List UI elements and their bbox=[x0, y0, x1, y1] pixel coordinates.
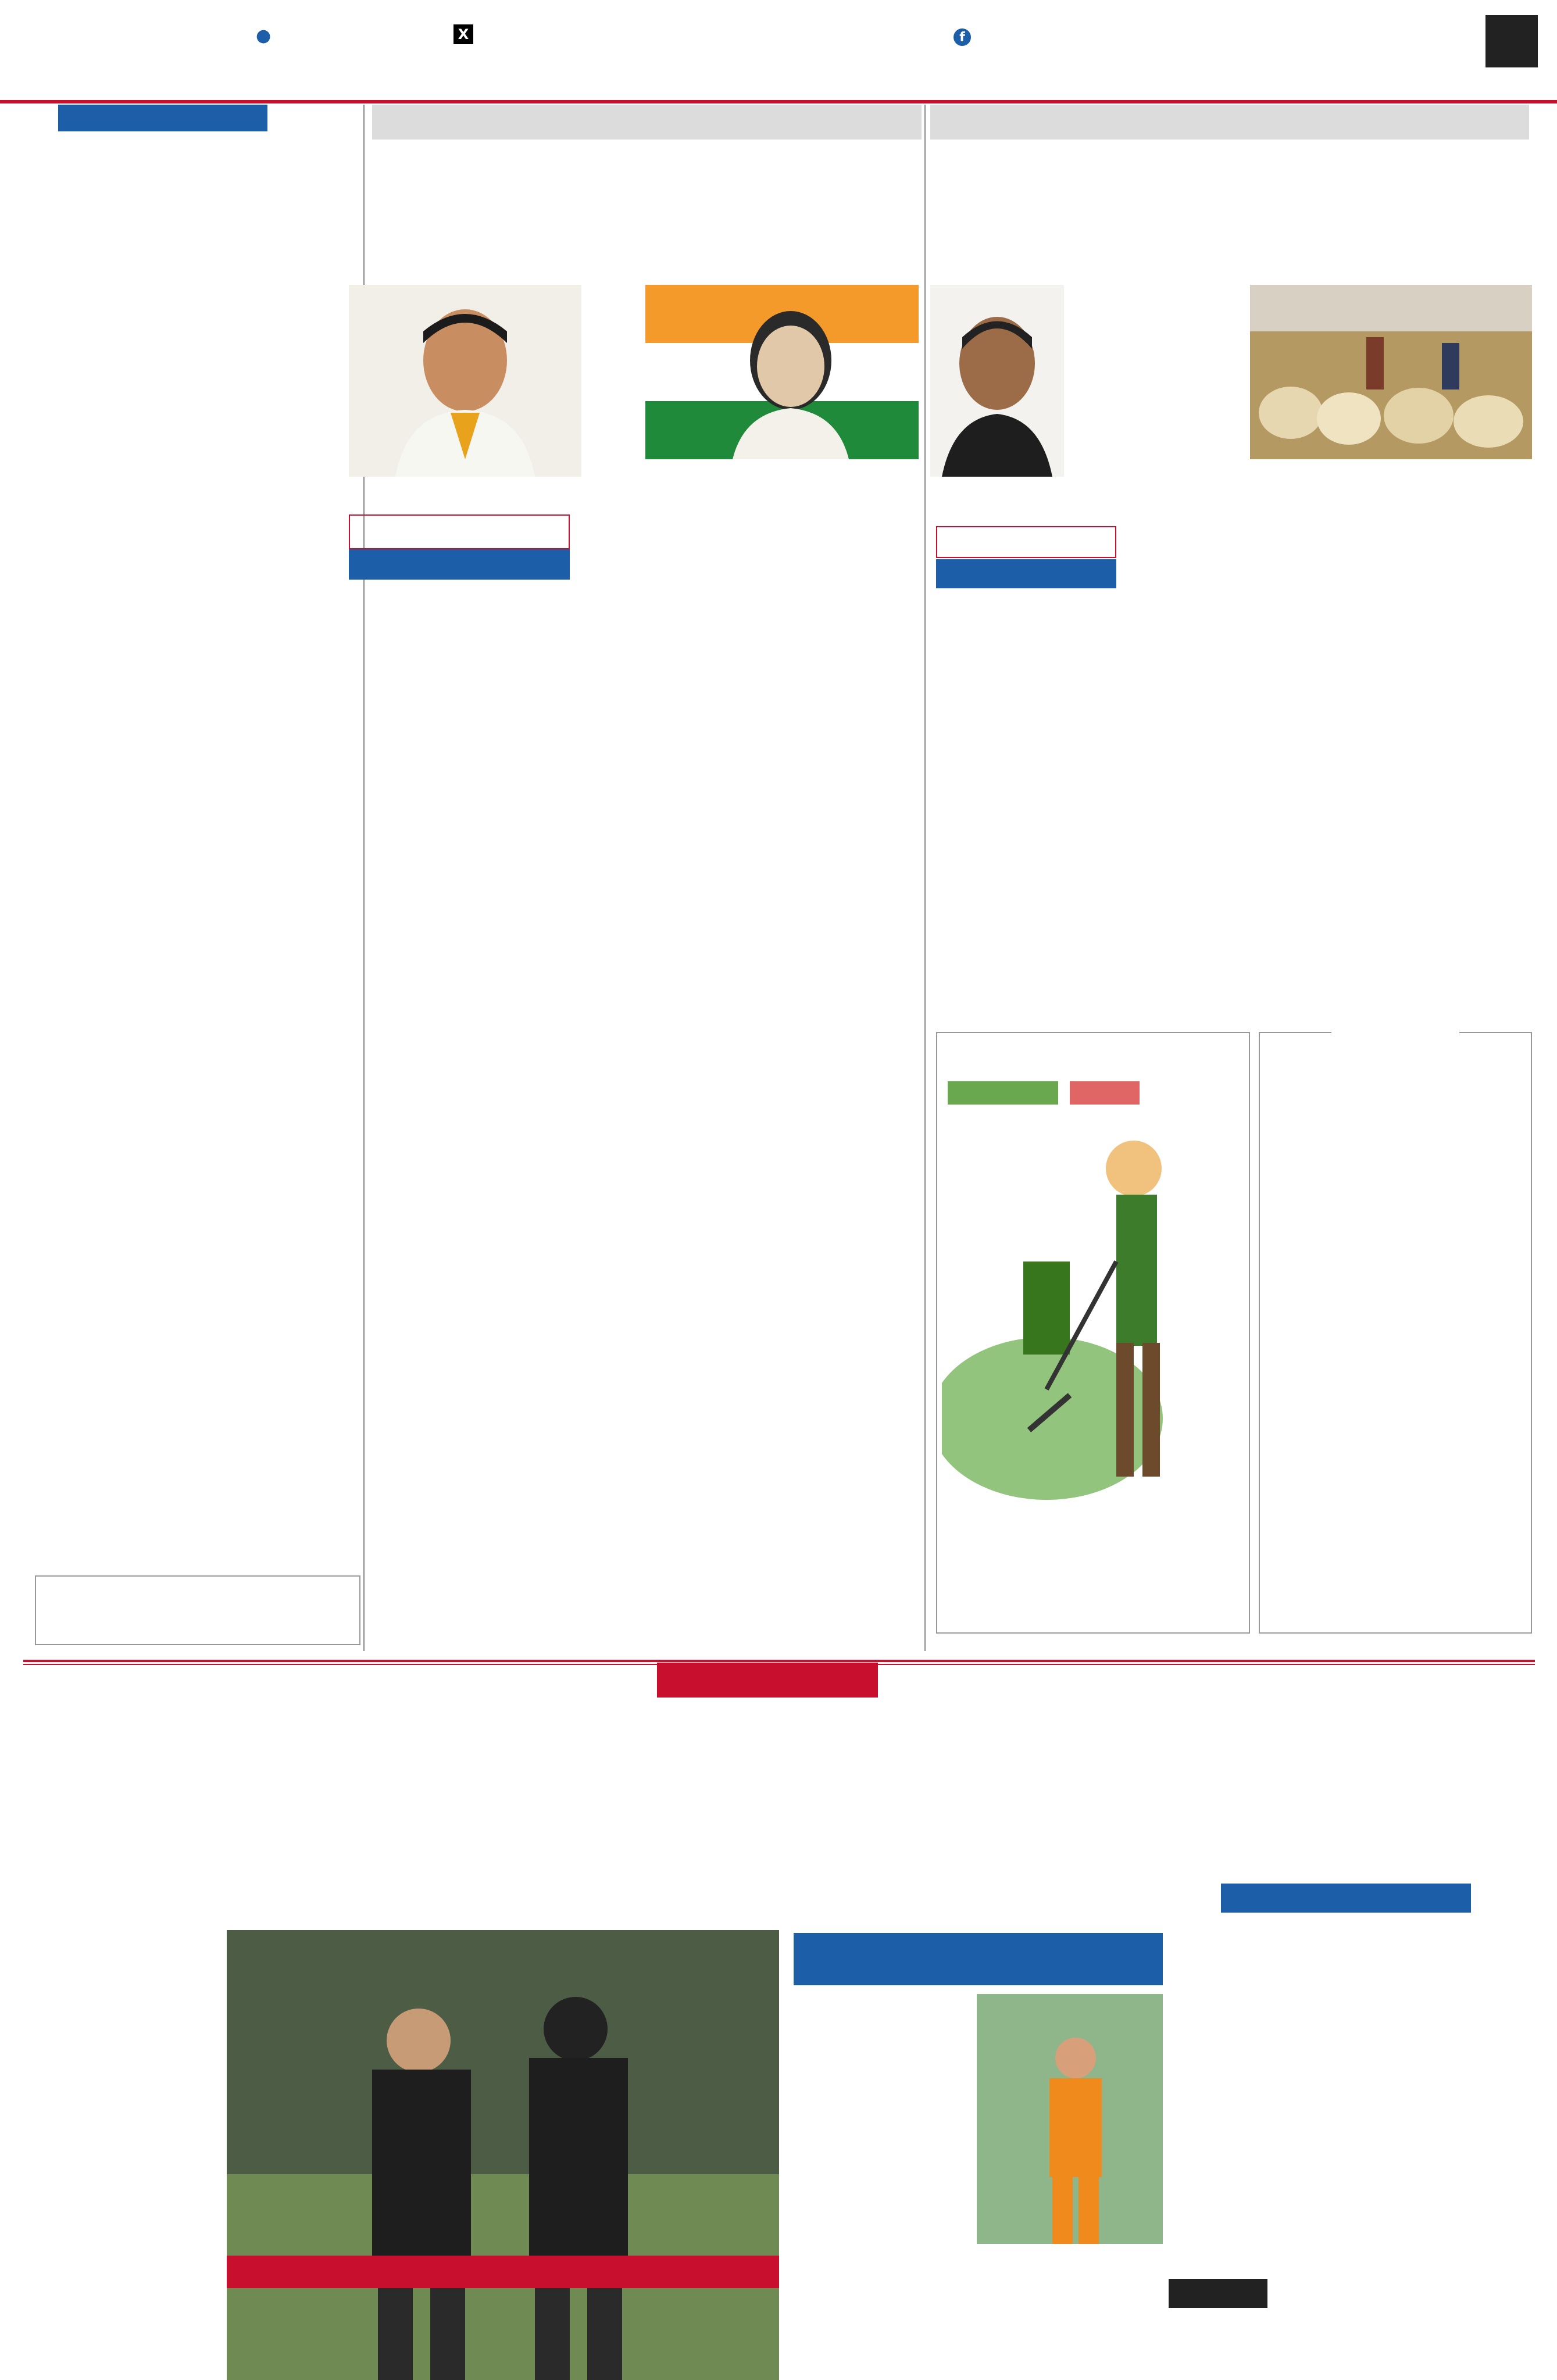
sudoku-grid[interactable] bbox=[1186, 1918, 1535, 2267]
author-photo-umesh bbox=[930, 285, 1064, 477]
doeschate-body bbox=[1169, 1744, 1535, 1872]
contact-note bbox=[35, 1575, 360, 1645]
facebook-link[interactable] bbox=[954, 26, 971, 46]
sudoku-title bbox=[1221, 1884, 1471, 1913]
masthead bbox=[0, 0, 1557, 103]
nl-body bbox=[794, 1994, 971, 2380]
letter-body bbox=[1270, 1064, 1520, 1587]
page-number bbox=[1485, 15, 1538, 67]
column-divider-2 bbox=[924, 105, 926, 1651]
article2-kicker bbox=[930, 105, 1529, 140]
article2-body-col1 bbox=[930, 593, 1241, 1012]
sports-label bbox=[657, 1663, 878, 1698]
sports-body bbox=[35, 1968, 221, 2380]
grain-market-photo bbox=[1250, 285, 1532, 459]
editorial-label bbox=[58, 105, 267, 131]
masthead-rule bbox=[0, 100, 1557, 103]
nl-photo-caption bbox=[977, 2250, 1163, 2380]
sudoku-how-to bbox=[1169, 2279, 1267, 2308]
sudoku-answer-grid bbox=[1198, 2314, 1529, 2380]
photo-float-spacer bbox=[349, 285, 581, 587]
sports-rule-top bbox=[23, 1660, 1535, 1662]
article1-body-col2 bbox=[645, 465, 919, 1610]
article2-body-col2 bbox=[1250, 465, 1532, 1006]
article2-body-col1-top bbox=[1070, 285, 1241, 590]
de-leede-photo bbox=[977, 1994, 1163, 2244]
deendayal-photo bbox=[645, 285, 919, 459]
sports-caption-body bbox=[227, 2290, 779, 2380]
author-portrait-icon-2 bbox=[930, 285, 1064, 477]
x-icon: X bbox=[453, 24, 473, 44]
sports-photo-caption bbox=[227, 2256, 779, 2288]
nl-headline bbox=[794, 1933, 1163, 1985]
grain-sacks-icon bbox=[1250, 285, 1532, 459]
cricketer-icon bbox=[977, 1994, 1163, 2244]
website-link[interactable] bbox=[256, 26, 271, 46]
deendayal-portrait-icon bbox=[645, 285, 919, 459]
twitter-link[interactable] bbox=[453, 23, 473, 44]
globe-icon: ● bbox=[256, 26, 272, 46]
article1-kicker bbox=[372, 105, 922, 140]
facebook-icon: f bbox=[954, 28, 971, 46]
editorial-body bbox=[122, 314, 358, 1622]
letter-label bbox=[1331, 1026, 1459, 1055]
sudoku-answer-label bbox=[1169, 2320, 1192, 2380]
cartoon-drawing bbox=[942, 1070, 1244, 1628]
